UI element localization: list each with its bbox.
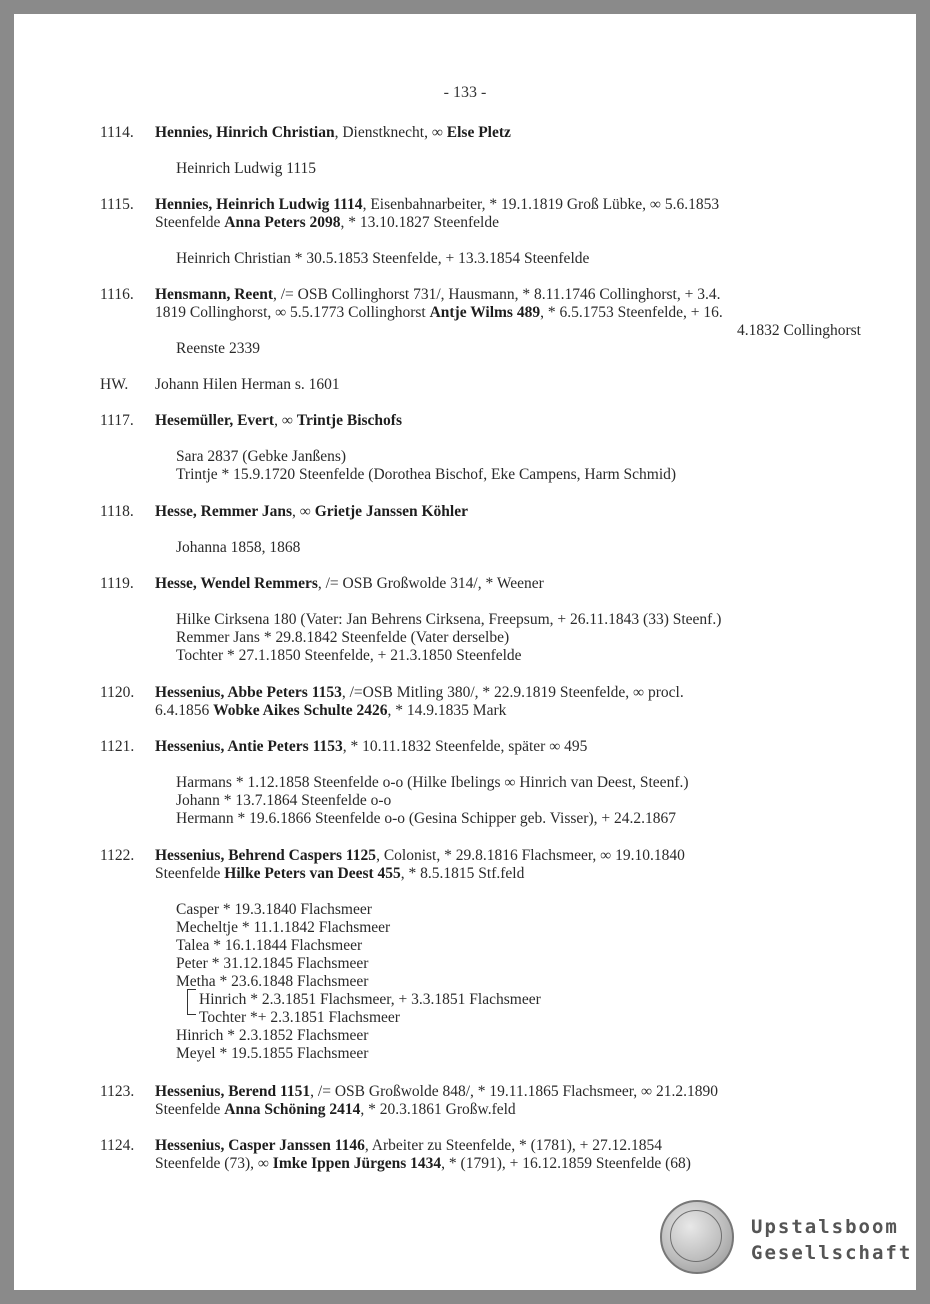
child-line: Heinrich Ludwig 1115 <box>176 160 317 177</box>
child-line: Trintje * 15.9.1720 Steenfelde (Dorothea Bischof, Eke Campens, Harm Schmid) <box>176 466 677 483</box>
entry-line: Steenfelde Anna Schöning 2414, * 20.3.1861 Großw.feld <box>155 1101 516 1118</box>
entry-line: Hessenius, Behrend Caspers 1125, Colonist, * 29.8.1816 Flachsmeer, ∞ 19.10.1840 <box>155 847 685 864</box>
entry-number: 1124. <box>100 1137 135 1154</box>
entry-number: 1115. <box>100 196 134 213</box>
entry-line: Hesse, Remmer Jans, ∞ Grietje Janssen Köhler <box>155 503 468 520</box>
brand-name-line1: Upstalsboom <box>751 1216 899 1238</box>
entry-line: Hessenius, Berend 1151, /= OSB Großwolde 848/, * 19.11.1865 Flachsmeer, ∞ 21.2.1890 <box>155 1083 718 1100</box>
child-line: Hermann * 19.6.1866 Steenfelde o-o (Gesina Schipper geb. Visser), + 24.2.1867 <box>176 810 676 827</box>
entry-line: Hennies, Hinrich Christian, Dienstknecht, ∞ Else Pletz <box>155 124 511 141</box>
child-line: Johann * 13.7.1864 Steenfelde o-o <box>176 792 392 809</box>
child-line: Hinrich * 2.3.1852 Flachsmeer <box>176 1027 369 1044</box>
entry-line: Hessenius, Abbe Peters 1153, /=OSB Mitling 380/, * 22.9.1819 Steenfelde, ∞ procl. <box>155 684 684 701</box>
entry-line: Hessenius, Casper Janssen 1146, Arbeiter zu Steenfelde, * (1781), + 27.12.1854 <box>155 1137 663 1154</box>
child-line: Tochter * 27.1.1850 Steenfelde, + 21.3.1850 Steenfelde <box>176 647 522 664</box>
brand-name-line2: Gesellschaft <box>751 1242 913 1264</box>
entry-line: Hennies, Heinrich Ludwig 1114, Eisenbahnarbeiter, * 19.1.1819 Groß Lübke, ∞ 5.6.1853 <box>155 196 720 213</box>
entry-line: Steenfelde Anna Peters 2098, * 13.10.1827 Steenfelde <box>155 214 499 231</box>
child-line: Reenste 2339 <box>176 340 260 357</box>
entry-line: Hessenius, Antie Peters 1153, * 10.11.1832 Steenfelde, später ∞ 495 <box>155 738 588 755</box>
entry-line: Hensmann, Reent, /= OSB Collinghorst 731/, Hausmann, * 8.11.1746 Collinghorst, + 3.4. <box>155 286 721 303</box>
child-line: Sara 2837 (Gebke Janßens) <box>176 448 347 465</box>
entry-number: 1118. <box>100 503 134 520</box>
entry-line: Steenfelde (73), ∞ Imke Ippen Jürgens 1434, * (1791), + 16.12.1859 Steenfelde (68) <box>155 1155 691 1172</box>
child-line: Metha * 23.6.1848 Flachsmeer <box>176 973 369 990</box>
entry-line: 1819 Collinghorst, ∞ 5.5.1773 Collinghorst Antje Wilms 489, * 6.5.1753 Steenfelde, + 16. <box>155 304 723 321</box>
entry-number: 1117. <box>100 412 134 429</box>
twin-bracket-bottom <box>187 1004 196 1015</box>
entry-number: HW. <box>100 376 129 393</box>
seal-icon <box>660 1200 734 1274</box>
entry-number: 1122. <box>100 847 135 864</box>
child-line: Casper * 19.3.1840 Flachsmeer <box>176 901 372 918</box>
entry-line: Johann Hilen Herman s. 1601 <box>155 376 340 393</box>
entry-line: Steenfelde Hilke Peters van Deest 455, * 8.5.1815 Stf.feld <box>155 865 525 882</box>
entry-number: 1116. <box>100 286 134 303</box>
child-line: Hinrich * 2.3.1851 Flachsmeer, + 3.3.1851 Flachsmeer <box>199 991 541 1008</box>
child-line: Hilke Cirksena 180 (Vater: Jan Behrens Cirksena, Freepsum, + 26.11.1843 (33) Steenf.) <box>176 611 722 628</box>
entry-number: 1123. <box>100 1083 135 1100</box>
entry-number: 1119. <box>100 575 134 592</box>
child-line: Peter * 31.12.1845 Flachsmeer <box>176 955 369 972</box>
document-page <box>14 14 916 1290</box>
twin-bracket-top <box>187 989 196 1004</box>
entry-line: 6.4.1856 Wobke Aikes Schulte 2426, * 14.9.1835 Mark <box>155 702 507 719</box>
child-line: Johanna 1858, 1868 <box>176 539 301 556</box>
page-number: - 133 - <box>443 84 487 101</box>
entry-number: 1114. <box>100 124 134 141</box>
entry-number: 1121. <box>100 738 135 755</box>
child-line: Mecheltje * 11.1.1842 Flachsmeer <box>176 919 391 936</box>
child-line: Tochter *+ 2.3.1851 Flachsmeer <box>199 1009 400 1026</box>
entry-line: Hesemüller, Evert, ∞ Trintje Bischofs <box>155 412 402 429</box>
child-line: Remmer Jans * 29.8.1842 Steenfelde (Vater derselbe) <box>176 629 510 646</box>
child-line: Heinrich Christian * 30.5.1853 Steenfelde, + 13.3.1854 Steenfelde <box>176 250 590 267</box>
child-line: Talea * 16.1.1844 Flachsmeer <box>176 937 363 954</box>
child-line: Meyel * 19.5.1855 Flachsmeer <box>176 1045 369 1062</box>
entry-line: Hesse, Wendel Remmers, /= OSB Großwolde 314/, * Weener <box>155 575 544 592</box>
child-line: Harmans * 1.12.1858 Steenfelde o-o (Hilke Ibelings ∞ Hinrich van Deest, Steenf.) <box>176 774 689 791</box>
entry-line: 4.1832 Collinghorst <box>736 322 861 339</box>
entry-number: 1120. <box>100 684 135 701</box>
